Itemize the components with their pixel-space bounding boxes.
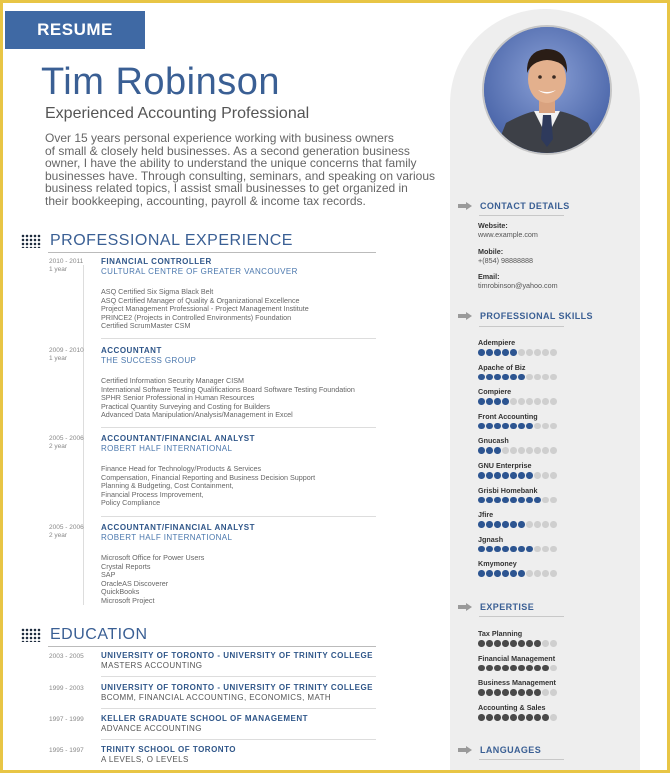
filled-dot	[478, 521, 485, 528]
job-details	[101, 377, 355, 420]
job-detail-item: Microsoft Project	[101, 595, 155, 605]
education-divider	[101, 676, 376, 677]
filled-dot	[518, 546, 525, 553]
filled-dot	[510, 546, 517, 553]
website-link[interactable]: www.example.com	[478, 229, 538, 239]
contact-heading-label: CONTACT DETAILS	[480, 201, 570, 211]
experience-heading	[21, 232, 293, 250]
filled-dot	[478, 472, 485, 479]
filled-dot	[510, 497, 517, 504]
skill-level-dots	[478, 349, 557, 356]
job-title: ACCOUNTANT/FINANCIAL ANALYST	[101, 523, 255, 532]
empty-dot	[534, 374, 541, 381]
filled-dot	[542, 714, 549, 721]
languages-heading	[458, 745, 541, 755]
filled-dot	[502, 640, 509, 647]
skill-level-dots	[478, 398, 557, 405]
empty-dot	[526, 374, 533, 381]
filled-dot	[510, 423, 517, 430]
expertise-heading	[458, 602, 534, 612]
skill-rating	[478, 486, 557, 504]
job-detail-item: Crystal Reports	[101, 561, 151, 571]
filled-dot	[502, 665, 509, 672]
skill-level-dots	[478, 714, 557, 721]
mobile-label: Mobile:	[478, 247, 504, 256]
education-entry	[49, 651, 379, 671]
sidebar-divider	[479, 616, 564, 617]
filled-dot	[518, 665, 525, 672]
job-detail-item: Microsoft Office for Power Users	[101, 553, 205, 562]
skill-name: Apache of Biz	[478, 362, 526, 372]
skill-rating	[478, 703, 557, 721]
email-link[interactable]: timrobinson@yahoo.com	[478, 280, 558, 290]
filled-dot	[510, 665, 517, 672]
filled-dot	[502, 472, 509, 479]
job-dates: 2005 - 2006 2 year	[49, 524, 84, 539]
skill-rating	[478, 338, 557, 356]
sidebar-divider	[479, 215, 564, 216]
empty-dot	[550, 570, 557, 577]
filled-dot	[494, 423, 501, 430]
arrow-icon	[458, 603, 472, 611]
filled-dot	[478, 570, 485, 577]
job-details	[101, 288, 309, 331]
filled-dot	[534, 714, 541, 721]
skill-name: Kmymoney	[478, 559, 517, 569]
empty-dot	[526, 570, 533, 577]
skill-name: Business Management	[478, 678, 556, 688]
arrow-icon	[458, 312, 472, 320]
filled-dot	[518, 714, 525, 721]
filled-dot	[518, 472, 525, 479]
filled-dot	[478, 423, 485, 430]
filled-dot	[494, 689, 501, 696]
filled-dot	[478, 689, 485, 696]
filled-dot	[494, 398, 501, 405]
empty-dot	[526, 349, 533, 356]
filled-dot	[494, 349, 501, 356]
skill-rating	[478, 461, 557, 479]
job-detail-item: Compensation, Financial Reporting and Business Decision Support	[101, 472, 316, 482]
filled-dot	[494, 546, 501, 553]
empty-dot	[542, 640, 549, 647]
education-school: TRINITY SCHOOL OF TORONTO	[101, 745, 237, 754]
summary-line: their bookkeeping, accounting, payroll & income tax records.	[45, 193, 366, 208]
filled-dot	[534, 497, 541, 504]
filled-dot	[502, 546, 509, 553]
contact-email	[478, 273, 558, 290]
skill-rating	[478, 535, 557, 553]
skill-name: Gnucash	[478, 436, 509, 446]
skill-level-dots	[478, 374, 557, 381]
education-dates: 1997 - 1999	[49, 716, 84, 723]
filled-dot	[502, 714, 509, 721]
empty-dot	[550, 640, 557, 647]
filled-dot	[486, 689, 493, 696]
filled-dot	[486, 546, 493, 553]
education-dates: 1999 - 2003	[49, 685, 84, 692]
education-degree: A LEVELS, O LEVELS	[101, 755, 189, 764]
education-dates: 2003 - 2005	[49, 653, 84, 660]
filled-dot	[510, 374, 517, 381]
empty-dot	[542, 447, 549, 454]
filled-dot	[510, 521, 517, 528]
filled-dot	[478, 349, 485, 356]
filled-dot	[494, 665, 501, 672]
job-details	[101, 554, 204, 605]
empty-dot	[542, 521, 549, 528]
skill-name: Jgnash	[478, 534, 504, 544]
filled-dot	[518, 689, 525, 696]
filled-dot	[478, 497, 485, 504]
filled-dot	[526, 665, 533, 672]
section-divider	[48, 646, 376, 647]
skill-rating	[478, 510, 557, 528]
skill-name: Tax Planning	[478, 629, 523, 638]
empty-dot	[550, 714, 557, 721]
job-detail-item: PRINCE2 (Projects in Controlled Environments) Foundation	[101, 312, 292, 322]
filled-dot	[494, 640, 501, 647]
filled-dot	[478, 665, 485, 672]
job-company: THE SUCCESS GROUP	[101, 356, 197, 365]
arrow-icon	[458, 202, 472, 210]
filled-dot	[478, 374, 485, 381]
skill-level-dots	[478, 521, 557, 528]
education-heading-label: EDUCATION	[50, 626, 148, 643]
filled-dot	[526, 640, 533, 647]
dot-grid-icon	[21, 628, 41, 642]
skill-level-dots	[478, 447, 557, 454]
empty-dot	[518, 349, 525, 356]
summary-line: Over 15 years personal experience working with business owners	[45, 131, 394, 145]
skill-rating	[478, 629, 557, 647]
filled-dot	[494, 570, 501, 577]
skill-name: Adempiere	[478, 338, 516, 347]
filled-dot	[486, 374, 493, 381]
filled-dot	[502, 349, 509, 356]
empty-dot	[534, 423, 541, 430]
filled-dot	[486, 447, 493, 454]
resume-page	[3, 3, 667, 770]
skill-name: Grisbi Homebank	[478, 485, 538, 495]
job-detail-item: QuickBooks	[101, 587, 140, 596]
job-divider	[101, 516, 376, 517]
filled-dot	[510, 714, 517, 721]
dot-grid-icon	[21, 234, 41, 248]
contact-heading	[458, 201, 570, 211]
empty-dot	[550, 398, 557, 405]
education-degree: ADVANCE ACCOUNTING	[101, 724, 202, 733]
empty-dot	[518, 398, 525, 405]
empty-dot	[534, 398, 541, 405]
job-detail-item: Advanced Data Manipulation/Analysis/Management in Excel	[101, 410, 293, 419]
empty-dot	[550, 689, 557, 696]
job-detail-item: ASQ Certified Six Sigma Black Belt	[101, 287, 214, 296]
filled-dot	[486, 521, 493, 528]
education-entry	[49, 683, 379, 703]
filled-dot	[502, 374, 509, 381]
job-detail-item: Planning & Budgeting, Cost Containment,	[101, 481, 234, 490]
empty-dot	[534, 521, 541, 528]
filled-dot	[486, 423, 493, 430]
job-title: ACCOUNTANT	[101, 346, 162, 355]
experience-heading-label: PROFESSIONAL EXPERIENCE	[50, 232, 293, 249]
education-heading	[21, 626, 148, 644]
empty-dot	[534, 570, 541, 577]
skill-rating	[478, 436, 557, 454]
email-label: Email:	[478, 272, 500, 281]
job-detail-item: Policy Compliance	[101, 498, 161, 507]
skills-heading	[458, 311, 593, 321]
skill-rating	[478, 412, 557, 430]
expertise-heading-label: EXPERTISE	[480, 602, 535, 612]
empty-dot	[534, 472, 541, 479]
job-detail-item: International Software Testing Qualifications Board Software Testing Foundation	[101, 384, 355, 394]
job-detail-item: Financial Process Improvement,	[101, 489, 204, 499]
job-detail-item: Certified ScrumMaster CSM	[101, 321, 191, 330]
job-detail-item: SAP	[101, 570, 116, 579]
sidebar-divider	[479, 759, 564, 760]
job-company: ROBERT HALF INTERNATIONAL	[101, 533, 233, 542]
filled-dot	[486, 640, 493, 647]
empty-dot	[550, 349, 557, 356]
job-company: CULTURAL CENTRE OF GREATER VANCOUVER	[101, 267, 298, 276]
filled-dot	[510, 640, 517, 647]
filled-dot	[494, 521, 501, 528]
filled-dot	[502, 497, 509, 504]
skill-level-dots	[478, 546, 557, 553]
empty-dot	[550, 497, 557, 504]
contact-website	[478, 222, 538, 239]
section-divider	[48, 252, 376, 253]
job-company: ROBERT HALF INTERNATIONAL	[101, 444, 233, 453]
filled-dot	[486, 714, 493, 721]
resume-badge: RESUME	[5, 11, 145, 49]
empty-dot	[534, 349, 541, 356]
skill-level-dots	[478, 665, 557, 672]
filled-dot	[486, 472, 493, 479]
filled-dot	[534, 689, 541, 696]
education-entry	[49, 714, 379, 734]
empty-dot	[510, 447, 517, 454]
filled-dot	[534, 665, 541, 672]
filled-dot	[526, 714, 533, 721]
filled-dot	[510, 689, 517, 696]
filled-dot	[478, 546, 485, 553]
skills-heading-label: PROFESSIONAL SKILLS	[480, 311, 593, 321]
job-divider	[101, 427, 376, 428]
skill-level-dots	[478, 423, 557, 430]
skill-name: Accounting & Sales	[478, 703, 546, 713]
empty-dot	[526, 398, 533, 405]
filled-dot	[502, 423, 509, 430]
filled-dot	[502, 521, 509, 528]
skill-rating	[478, 363, 557, 381]
education-school: UNIVERSITY OF TORONTO - UNIVERSITY OF TRINITY COLLEGE	[101, 651, 374, 660]
education-school: UNIVERSITY OF TORONTO - UNIVERSITY OF TRINITY COLLEGE	[101, 683, 374, 692]
job-detail-item: Practical Quantity Surveying and Costing for Builders	[101, 401, 270, 411]
skill-level-dots	[478, 472, 557, 479]
job-details	[101, 465, 315, 508]
skill-rating	[478, 387, 557, 405]
filled-dot	[518, 497, 525, 504]
filled-dot	[502, 570, 509, 577]
filled-dot	[502, 398, 509, 405]
filled-dot	[534, 640, 541, 647]
empty-dot	[550, 447, 557, 454]
empty-dot	[534, 447, 541, 454]
filled-dot	[486, 497, 493, 504]
empty-dot	[542, 349, 549, 356]
skill-rating	[478, 678, 557, 696]
empty-dot	[550, 546, 557, 553]
skill-level-dots	[478, 570, 557, 577]
empty-dot	[510, 398, 517, 405]
empty-dot	[550, 521, 557, 528]
profile-photo	[482, 25, 612, 155]
job-dates: 2005 - 2006 2 year	[49, 435, 84, 450]
summary-paragraph	[45, 131, 436, 208]
website-label: Website:	[478, 221, 508, 230]
empty-dot	[542, 423, 549, 430]
languages-heading-label: LANGUAGES	[480, 745, 542, 755]
filled-dot	[526, 472, 533, 479]
job-dates: 2009 - 2010 1 year	[49, 347, 84, 362]
skill-level-dots	[478, 640, 557, 647]
arrow-icon	[458, 746, 472, 754]
filled-dot	[494, 497, 501, 504]
filled-dot	[502, 689, 509, 696]
skill-rating	[478, 559, 557, 577]
empty-dot	[542, 374, 549, 381]
skill-name: Front Accounting	[478, 411, 538, 421]
skill-name: GNU Enterprise	[478, 461, 532, 470]
summary-line: business related topics, I assist small businesses to get organized in	[45, 181, 408, 196]
job-detail-item: Finance Head for Technology/Products & Services	[101, 464, 262, 473]
empty-dot	[542, 689, 549, 696]
contact-mobile	[478, 248, 533, 265]
education-divider	[101, 739, 376, 740]
job-detail-item: OracleAS Discoverer	[101, 578, 169, 588]
education-entry	[49, 745, 379, 765]
job-detail-item: SPHR Senior Professional in Human Resources	[101, 393, 255, 402]
candidate-subtitle: Experienced Accounting Professional	[45, 105, 310, 122]
empty-dot	[534, 546, 541, 553]
candidate-name: Tim Robinson	[41, 61, 281, 103]
education-divider	[101, 708, 376, 709]
empty-dot	[542, 497, 549, 504]
summary-line: of small & closely held businesses. As a second generation business	[45, 143, 410, 158]
empty-dot	[550, 423, 557, 430]
filled-dot	[478, 714, 485, 721]
skill-level-dots	[478, 689, 557, 696]
filled-dot	[494, 447, 501, 454]
filled-dot	[494, 472, 501, 479]
portrait-image	[484, 27, 610, 153]
skill-name: Jfire	[478, 510, 494, 520]
filled-dot	[494, 374, 501, 381]
skill-level-dots	[478, 497, 557, 504]
education-degree: MASTERS ACCOUNTING	[101, 661, 203, 670]
filled-dot	[526, 497, 533, 504]
empty-dot	[518, 447, 525, 454]
filled-dot	[510, 472, 517, 479]
summary-line: owner, I have the ability to understand the unique concerns that family	[45, 156, 417, 171]
skill-name: Financial Management	[478, 653, 556, 663]
empty-dot	[502, 447, 509, 454]
filled-dot	[486, 570, 493, 577]
empty-dot	[542, 472, 549, 479]
education-dates: 1995 - 1997	[49, 747, 84, 754]
empty-dot	[542, 398, 549, 405]
education-school: KELLER GRADUATE SCHOOL OF MANAGEMENT	[101, 714, 309, 723]
summary-line: businesses have. Through consulting, seminars, and speaking on various	[45, 168, 436, 183]
filled-dot	[518, 374, 525, 381]
filled-dot	[542, 665, 549, 672]
empty-dot	[550, 472, 557, 479]
filled-dot	[526, 423, 533, 430]
empty-dot	[542, 546, 549, 553]
filled-dot	[518, 570, 525, 577]
filled-dot	[526, 689, 533, 696]
filled-dot	[486, 349, 493, 356]
filled-dot	[526, 546, 533, 553]
filled-dot	[518, 423, 525, 430]
job-divider	[101, 338, 376, 339]
education-degree: BCOMM, FINANCIAL ACCOUNTING, ECONOMICS, MATH	[101, 693, 332, 702]
empty-dot	[526, 521, 533, 528]
job-title: FINANCIAL CONTROLLER	[101, 257, 212, 266]
filled-dot	[518, 640, 525, 647]
sidebar-divider	[479, 326, 564, 327]
job-detail-item: Certified Information Security Manager CISM	[101, 376, 245, 385]
empty-dot	[550, 665, 557, 672]
mobile-number: +(854) 98888888	[478, 255, 533, 265]
job-title: ACCOUNTANT/FINANCIAL ANALYST	[101, 434, 255, 443]
filled-dot	[518, 521, 525, 528]
filled-dot	[478, 640, 485, 647]
filled-dot	[494, 714, 501, 721]
filled-dot	[478, 447, 485, 454]
empty-dot	[550, 374, 557, 381]
filled-dot	[478, 398, 485, 405]
skill-rating	[478, 654, 557, 672]
empty-dot	[526, 447, 533, 454]
filled-dot	[486, 665, 493, 672]
skill-name: Compiere	[478, 387, 512, 397]
filled-dot	[510, 349, 517, 356]
empty-dot	[542, 570, 549, 577]
job-dates: 2010 - 2011 1 year	[49, 258, 84, 273]
filled-dot	[510, 570, 517, 577]
job-detail-item: ASQ Certified Manager of Quality & Organizational Excellence	[101, 295, 300, 305]
job-detail-item: Project Management Professional - Project Management Institute	[101, 304, 309, 313]
filled-dot	[486, 398, 493, 405]
